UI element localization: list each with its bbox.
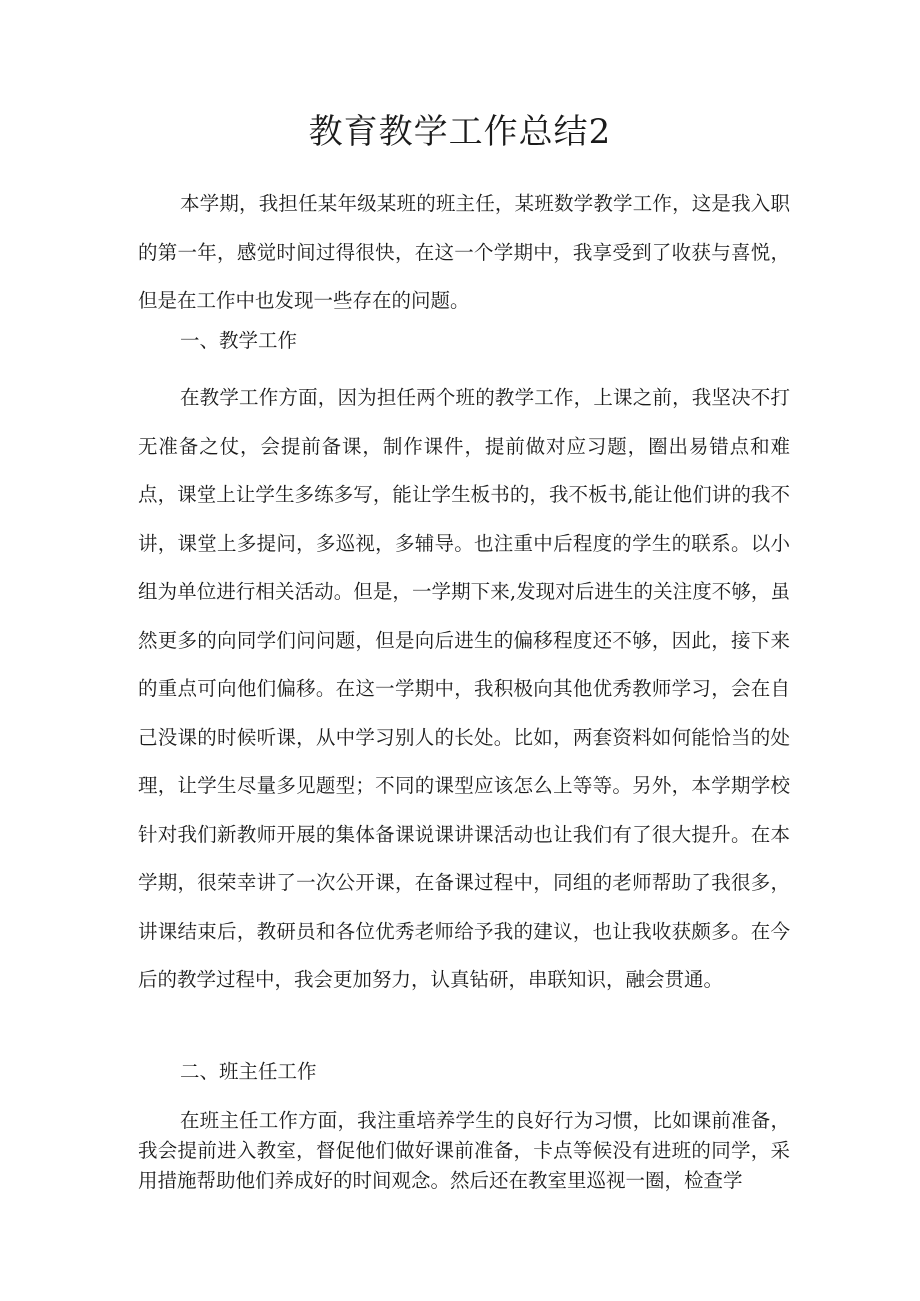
section-heading-teaching: 一、教学工作 <box>180 329 298 352</box>
section-heading-class-teacher: 二、班主任工作 <box>180 1060 317 1083</box>
section-body-class-teacher: 在班主任工作方面，我注重培养学生的良好行为习惯，比如课前准备，我会提前进入教室，督促他们做好课前准备，卡点等候没有进班的同学，采用措施帮助他们养成好的时间观念。然后还在教室里巡视一圈，检查学 <box>138 1109 790 1192</box>
section-body-teaching: 在教学工作方面，因为担任两个班的教学工作，上课之前，我坚决不打无准备之仗，会提前备课，制作课件，提前做对应习题，圈出易错点和难点，课堂上让学生多练多写，能让学生板书的，我不板书,能让他们讲的我不讲，课堂上多提问，多巡视，多辅导。也注重中后程度的学生的联系。以小组为单位进行相关活动。但是，一学期下来,发现对后进生的关注度不够，虽然更多的向同学们问问题，但是向后进生的偏移程度还不够，因此，接下来的重点可向他们偏移。在这一学期中，我积极向其他优秀教师学习，会在自己没课的时候听课，从中学习别人的长处。比如，两套资料如何能恰当的处理，让学生尽量多见题型；不同的课型应该怎么上等等。另外，本学期学校针对我们新教师开展的集体备课说课讲课活动也让我们有了很大提升。在本学期，很荣幸讲了一次公开课，在备课过程中，同组的老师帮助了我很多，讲课结束后，教研员和各位优秀老师给予我的建议，也让我收获颇多。在今后的教学过程中，我会更加努力，认真钻研，串联知识，融会贯通。 <box>138 386 790 991</box>
intro-paragraph: 本学期，我担任某年级某班的班主任，某班数学教学工作，这是我入职的第一年，感觉时间过得很快，在这一个学期中，我享受到了收获与喜悦，但是在工作中也发现一些存在的问题。 <box>138 192 790 312</box>
document-title: 教育教学工作总结2 <box>308 112 612 152</box>
